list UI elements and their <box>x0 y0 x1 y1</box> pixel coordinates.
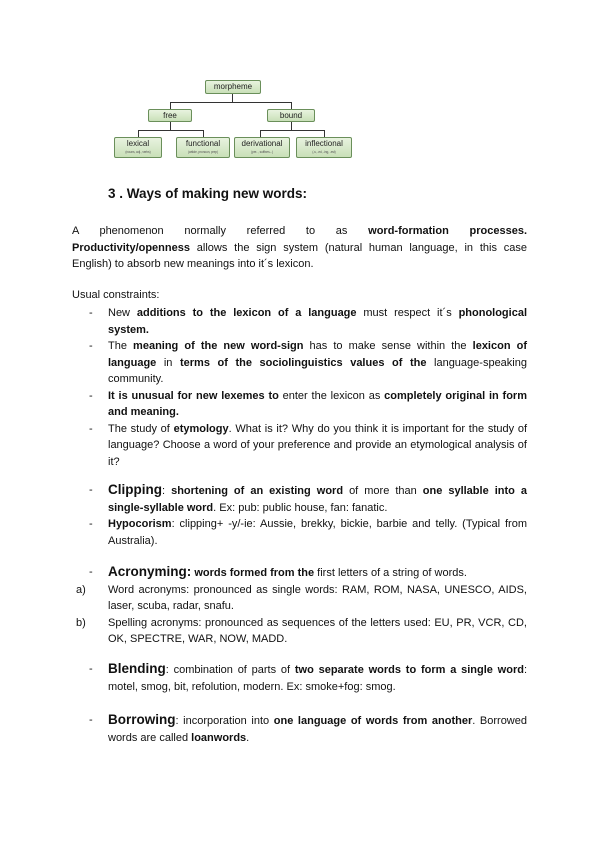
node-bound: bound <box>267 109 315 122</box>
constraints-list <box>72 305 527 470</box>
node-morpheme: morpheme <box>205 80 261 94</box>
list-item-clipping: - Clipping: shortening of an existing word of more than one syllable into a single-syllable word. Ex: pub: public house, fan: fanatic. <box>89 482 528 514</box>
list-item: - The study of etymology. What is it? Why do you think it is important for the study of language? Choose a word of your preference and provide an etymological analysis of it? <box>89 422 527 468</box>
clipping-list <box>72 482 527 549</box>
acronyming-list <box>72 564 527 648</box>
list-item: - The meaning of the new word-sign has to make sense within the lexicon of language in terms of the sociolinguistics values of the language-speaking community. <box>89 340 528 385</box>
node-inflectional: inflectional (-s, -ed, -ing, -est) <box>296 137 352 158</box>
list-item-word-acronyms: a) Word acronyms: pronounced as single words: RAM, ROM, NASA, UNESCO, AIDS, laser, scuba, radar, snafu. <box>76 583 527 612</box>
node-functional: functional (article, pronoun, prep) <box>176 137 230 158</box>
morpheme-tree-diagram <box>110 78 360 160</box>
node-lexical: lexical (nouns, adj., verbs) <box>114 137 162 158</box>
list-item: - It is unusual for new lexemes to enter the lexicon as completely original in form and meaning. <box>89 389 527 418</box>
node-free: free <box>148 109 192 122</box>
intro-paragraph: A phenomenon normally referred to as word-formation processes. Productivity/openness allows the sign system (natural human language, in this case English) to absorb new meanings into it´s lexicon. <box>72 225 527 270</box>
node-derivational: derivational (pre- , suffixes...) <box>234 137 290 158</box>
list-item-acronyming: - Acronyming: words formed from the first letters of a string of words. <box>89 564 467 579</box>
list-item-borrowing: - Borrowing: incorporation into one language of words from another. Borrowed words are called loanwords. <box>89 712 527 744</box>
list-item-spelling-acronyms: b) Spelling acronyms: pronounced as sequences of the letters used: EU, PR, VCR, CD, OK, SPECTRE, WAR, NOW, MADD. <box>76 616 527 645</box>
list-item: - New additions to the lexicon of a language must respect it´s phonological system. <box>89 307 528 336</box>
constraints-title: Usual constraints: <box>72 289 160 301</box>
list-item-hypocorism: - Hypocorism: clipping+ -y/-ie: Aussie, brekky, bickie, barbie and telly. (Typical from Australia). <box>89 518 527 547</box>
section-heading: 3 . Ways of making new words: <box>108 186 308 201</box>
borrowing-list <box>72 712 527 746</box>
blending-list <box>72 661 527 695</box>
list-item-blending: - Blending: combination of parts of two separate words to form a single word: motel, smog, bit, refolution, modern. Ex: smoke+fog: smog. <box>89 661 528 693</box>
